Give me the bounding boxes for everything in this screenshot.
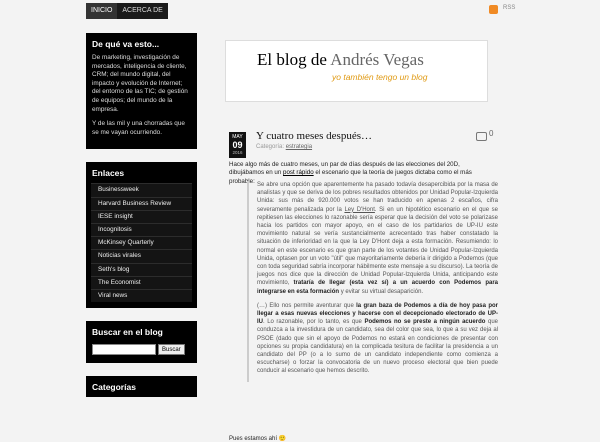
comment-count[interactable]: 0 bbox=[489, 129, 494, 138]
post-category-link[interactable]: estrategia bbox=[285, 144, 313, 150]
search-widget bbox=[86, 321, 197, 363]
link-item[interactable]: Harvard Business Review bbox=[91, 197, 192, 210]
rss-icon[interactable] bbox=[489, 5, 498, 14]
quote-link[interactable]: Ley D'Hont bbox=[344, 206, 375, 213]
link-item[interactable]: Viral news bbox=[91, 289, 192, 302]
link-item[interactable]: Seth's blog bbox=[91, 263, 192, 276]
sidebar bbox=[86, 33, 197, 410]
quote-text: que conduzca a la investidura de un candidato, sea del color que sea, lo que a su vez deja al PSOE (dado que sin el apoyo de Podemos no estará en condiciones de presentar con opciones su propia candidatura) en la complicada tesitura de facilitar la presidencia a un candidato del PP (o a lo sumo de un candidato independiente como comienza a escucharse) o forzar la convocatoria de un nuevo proceso electoral que bien puede conducir al escenario que hemos descrito. bbox=[257, 319, 498, 375]
about-text: De marketing, investigación de mercados, inteligencia de cliente, CRM; del mundo digital, del impacto y evolución de Internet; del entorno de las TIC; de gestión de equipos; del mundo de la empresa. bbox=[92, 54, 188, 113]
quote-bold: trataría de llegar (esta vez sí) a un acuerdo con Podemos para integrarse en esta formación bbox=[257, 280, 499, 295]
quote-text: y evitar su virtual desaparición. bbox=[339, 288, 424, 295]
search-widget-title: Buscar en el blog bbox=[92, 327, 163, 338]
link-item[interactable]: The Economist bbox=[91, 276, 192, 289]
post-category bbox=[256, 144, 312, 150]
post-link[interactable]: post rápido bbox=[283, 169, 314, 177]
post-continuation: Pues estamos ahí 🙂 bbox=[229, 436, 287, 442]
top-bar bbox=[0, 0, 600, 22]
quote-text: (…) Ello nos permite aventurar que bbox=[257, 302, 357, 309]
quote-bold: Podemos no se preste a ningún acuerdo bbox=[364, 319, 486, 326]
nav-home[interactable]: INICIO bbox=[86, 3, 117, 19]
blog-title-main: El blog de bbox=[257, 50, 331, 69]
link-item[interactable]: Noticias virales bbox=[91, 249, 192, 262]
post-lead-text: el escenario que la teoría de juegos dictaba como el más probable: bbox=[229, 169, 472, 185]
quote-bold: la gran baza de Podemos a día de hoy pasa por llegar a esas nuevas elecciones y hacerse con el decepcionado electorado de UP-IU bbox=[257, 302, 498, 326]
post-blockquote bbox=[247, 181, 498, 382]
categories-widget bbox=[86, 376, 197, 397]
quote-text: . Si en un hipotético escenario en el que se repitiesen las elecciones lo razonable sería esperar que la decisión del voto se polarizase hacia los partidos con mayor apoyo, en el caso de los partidarios de UP-IU este movimiento natural se vería sustancialmente acrecentado tras haber constatado la situación de inferioridad en la que la Ley D'Hont deja a esta formación. Resumiendo: lo normal en este escenario es que gran parte de los votantes de Unidad Popular-Izquierda Unida, optasen por un voto "útil" que mayoritariamente debería ir dirigido a Podemos (que con toda seguridad sabría incorporar hábilmente este mensaje a su discurso). La teoría de juegos nos dice que la dirección de Unidad Popular-Izquierda Unida, anticipando este movimiento, bbox=[257, 206, 499, 287]
rss-label[interactable]: RSS bbox=[503, 5, 516, 11]
post-year: 2016 bbox=[232, 150, 243, 155]
links-widget-title: Enlaces bbox=[92, 168, 125, 179]
blog-title-name: Andrés Vegas bbox=[330, 50, 424, 69]
about-widget-title: De qué va esto... bbox=[92, 39, 160, 49]
blog-tagline: yo también tengo un blog bbox=[332, 72, 428, 82]
post-category-label: Categoría: bbox=[256, 144, 285, 150]
blog-header[interactable] bbox=[225, 40, 488, 102]
categories-widget-title: Categorías bbox=[92, 382, 136, 393]
top-nav bbox=[86, 3, 168, 19]
post-date bbox=[229, 132, 246, 158]
link-item[interactable]: Businessweek bbox=[91, 183, 192, 196]
post-month: MAY bbox=[232, 134, 243, 140]
link-item[interactable]: IESE insight bbox=[91, 210, 192, 223]
quote-paragraph bbox=[257, 302, 498, 376]
quote-text: Se abre una opción que aparentemente ha pasado todavía desapercibida por la masa de analistas y que se deriva de los pobres resultados obtenidos por Unidad Popular-Izquierda Unida: sus más de 920.000 votos se han traducido en apenas 2 escaños, cifra severamente penalizada por la bbox=[257, 182, 498, 213]
about-text-extra: Y de las mil y una chorradas que se me vayan ocurriendo. bbox=[92, 120, 185, 136]
quote-paragraph bbox=[257, 181, 498, 296]
main-content bbox=[225, 40, 499, 442]
search-input[interactable] bbox=[92, 344, 156, 355]
about-widget bbox=[86, 33, 197, 149]
post-lead-text: Hace algo más de cuatro meses, un par de días después de las elecciones del 20D, dibujábamos en un bbox=[229, 161, 460, 177]
links-widget bbox=[86, 162, 197, 308]
nav-about[interactable]: ACERCA DE bbox=[122, 7, 163, 14]
quote-text: . Lo razonable, por lo tanto, es que bbox=[263, 319, 365, 326]
post-title[interactable]: Y cuatro meses después… bbox=[256, 130, 372, 142]
blog-title[interactable] bbox=[257, 50, 424, 70]
link-item[interactable]: Incognitosis bbox=[91, 223, 192, 236]
search-button[interactable]: Buscar bbox=[158, 344, 185, 355]
link-item[interactable]: McKinsey Quarterly bbox=[91, 236, 192, 249]
post-day: 09 bbox=[232, 140, 243, 150]
comment-icon[interactable] bbox=[476, 132, 487, 141]
